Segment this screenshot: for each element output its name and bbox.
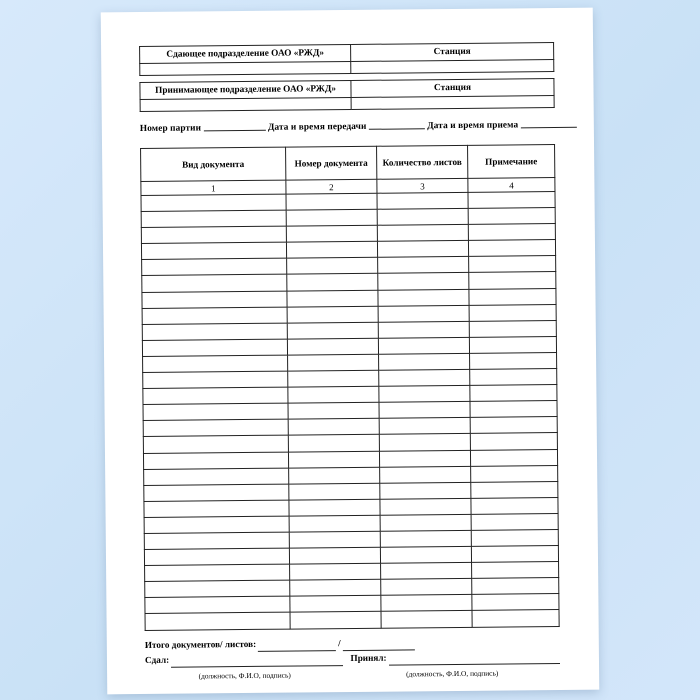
table-cell[interactable] bbox=[378, 305, 469, 322]
table-cell[interactable] bbox=[287, 274, 378, 291]
table-cell[interactable] bbox=[470, 369, 557, 386]
paper-sheet bbox=[101, 8, 600, 695]
table-cell[interactable] bbox=[144, 468, 289, 485]
table-cell[interactable] bbox=[469, 272, 556, 289]
table-cell[interactable] bbox=[378, 257, 469, 274]
table-cell[interactable] bbox=[471, 529, 558, 546]
table-cell[interactable] bbox=[142, 307, 287, 324]
sender-station-label: Станция bbox=[351, 43, 554, 62]
table-cell[interactable] bbox=[380, 514, 471, 531]
total-documents-field[interactable] bbox=[258, 640, 336, 652]
table-cell[interactable] bbox=[142, 339, 287, 356]
table-cell[interactable] bbox=[379, 434, 470, 451]
table-cell[interactable] bbox=[378, 337, 469, 354]
table-cell[interactable] bbox=[377, 225, 468, 242]
table-cell[interactable] bbox=[381, 562, 472, 579]
column-number-3: 3 bbox=[377, 178, 468, 193]
table-cell[interactable] bbox=[143, 452, 288, 469]
table-cell[interactable] bbox=[469, 304, 556, 321]
column-header-doc-type: Вид документа bbox=[141, 147, 286, 181]
table-cell[interactable] bbox=[377, 241, 468, 258]
table-cell[interactable] bbox=[144, 500, 289, 517]
table-cell[interactable] bbox=[381, 579, 472, 596]
table-cell[interactable] bbox=[468, 224, 555, 241]
table-cell[interactable] bbox=[469, 320, 556, 337]
table-cell[interactable] bbox=[141, 242, 286, 259]
table-cell[interactable] bbox=[143, 355, 288, 372]
table-cell[interactable] bbox=[470, 417, 557, 434]
table-cell[interactable] bbox=[144, 484, 289, 501]
table-row bbox=[145, 610, 559, 630]
header-table-sender bbox=[139, 42, 554, 76]
table-cell[interactable] bbox=[286, 225, 377, 242]
table-cell[interactable] bbox=[379, 369, 470, 386]
table-cell[interactable] bbox=[145, 580, 290, 597]
received-signature-field[interactable] bbox=[389, 653, 561, 666]
table-cell[interactable] bbox=[145, 613, 290, 630]
table-cell[interactable] bbox=[143, 419, 288, 436]
party-number-field[interactable] bbox=[203, 121, 265, 132]
table-cell[interactable] bbox=[379, 418, 470, 435]
table-cell[interactable] bbox=[289, 483, 380, 500]
table-cell[interactable] bbox=[289, 499, 380, 516]
table-cell[interactable] bbox=[379, 353, 470, 370]
table-cell[interactable] bbox=[379, 450, 470, 467]
table-cell[interactable] bbox=[381, 595, 472, 612]
table-cell[interactable] bbox=[287, 306, 378, 323]
table-cell[interactable] bbox=[472, 610, 559, 627]
table-cell[interactable] bbox=[380, 546, 471, 563]
table-cell[interactable] bbox=[469, 336, 556, 353]
table-cell[interactable] bbox=[377, 192, 468, 209]
column-number-1: 1 bbox=[141, 180, 286, 195]
table-cell[interactable] bbox=[472, 578, 559, 595]
receiver-station-label: Станция bbox=[351, 79, 554, 98]
total-sheets-field[interactable] bbox=[343, 639, 415, 651]
table-cell[interactable] bbox=[287, 322, 378, 339]
transfer-datetime-field[interactable] bbox=[369, 119, 425, 130]
table-cell[interactable] bbox=[471, 481, 558, 498]
table-cell[interactable] bbox=[142, 258, 287, 275]
table-cell[interactable] bbox=[288, 370, 379, 387]
table-cell[interactable] bbox=[472, 562, 559, 579]
table-cell[interactable] bbox=[470, 352, 557, 369]
table-cell[interactable] bbox=[290, 596, 381, 613]
table-cell[interactable] bbox=[142, 291, 287, 308]
table-cell[interactable] bbox=[377, 208, 468, 225]
table-cell[interactable] bbox=[144, 516, 289, 533]
total-label: Итого документов/ листов: bbox=[144, 638, 257, 650]
table-cell[interactable] bbox=[468, 240, 555, 257]
table-cell[interactable] bbox=[290, 579, 381, 596]
table-cell[interactable] bbox=[470, 385, 557, 402]
table-cell[interactable] bbox=[141, 226, 286, 243]
table-cell[interactable] bbox=[468, 192, 555, 209]
receiver-department-label: Принимающее подразделение ОАО «РЖД» bbox=[140, 80, 351, 99]
table-cell[interactable] bbox=[380, 466, 471, 483]
sender-department-label: Сдающее подразделение ОАО «РЖД» bbox=[140, 44, 351, 63]
handed-caption: (должность, Ф.И.О, подпись) bbox=[198, 670, 291, 680]
table-cell[interactable] bbox=[470, 433, 557, 450]
table-cell[interactable] bbox=[288, 419, 379, 436]
column-header-doc-number: Номер документа bbox=[285, 146, 376, 180]
table-cell[interactable] bbox=[287, 338, 378, 355]
table-cell[interactable] bbox=[143, 403, 288, 420]
table-cell[interactable] bbox=[379, 385, 470, 402]
received-label: Принял: bbox=[350, 652, 387, 663]
table-cell[interactable] bbox=[469, 288, 556, 305]
form-content bbox=[139, 42, 560, 683]
table-cell[interactable] bbox=[289, 515, 380, 532]
table-cell[interactable] bbox=[143, 371, 288, 388]
table-cell[interactable] bbox=[145, 564, 290, 581]
column-header-sheet-count: Количество листов bbox=[377, 145, 468, 179]
table-cell[interactable] bbox=[471, 449, 558, 466]
table-cell[interactable] bbox=[380, 530, 471, 547]
table-cell[interactable] bbox=[471, 497, 558, 514]
table-cell[interactable] bbox=[288, 435, 379, 452]
table-cell[interactable] bbox=[288, 386, 379, 403]
table-body bbox=[141, 192, 559, 630]
table-cell[interactable] bbox=[286, 242, 377, 259]
table-cell[interactable] bbox=[288, 402, 379, 419]
table-cell[interactable] bbox=[379, 402, 470, 419]
table-cell[interactable] bbox=[289, 531, 380, 548]
table-cell[interactable] bbox=[142, 275, 287, 292]
received-caption: (должность, Ф.И.О, подпись) bbox=[406, 668, 499, 679]
receive-datetime-field[interactable] bbox=[521, 118, 577, 129]
table-cell[interactable] bbox=[144, 548, 289, 565]
table-cell[interactable] bbox=[143, 387, 288, 404]
table-cell[interactable] bbox=[471, 465, 558, 482]
transfer-datetime-label: Дата и время передачи bbox=[267, 121, 367, 133]
table-cell[interactable] bbox=[472, 594, 559, 611]
total-separator: / bbox=[338, 637, 341, 648]
table-cell[interactable] bbox=[143, 436, 288, 453]
table-cell[interactable] bbox=[289, 563, 380, 580]
table-cell[interactable] bbox=[141, 210, 286, 227]
table-cell[interactable] bbox=[471, 513, 558, 530]
table-cell[interactable] bbox=[470, 401, 557, 418]
handed-label: Сдал: bbox=[144, 654, 170, 665]
table-cell[interactable] bbox=[290, 612, 381, 629]
table-cell[interactable] bbox=[380, 482, 471, 499]
column-header-note: Примечание bbox=[468, 145, 555, 179]
table-cell[interactable] bbox=[286, 193, 377, 210]
table-cell[interactable] bbox=[287, 354, 378, 371]
party-number-label: Номер партии bbox=[139, 123, 202, 135]
table-cell[interactable] bbox=[380, 498, 471, 515]
column-number-4: 4 bbox=[468, 178, 555, 193]
table-cell[interactable] bbox=[142, 323, 287, 340]
table-cell[interactable] bbox=[288, 451, 379, 468]
column-number-2: 2 bbox=[286, 179, 377, 194]
table-cell[interactable] bbox=[471, 546, 558, 563]
table-cell[interactable] bbox=[289, 547, 380, 564]
handed-signature-field[interactable] bbox=[171, 655, 343, 668]
receive-datetime-label: Дата и время приема bbox=[427, 120, 519, 132]
table-cell[interactable] bbox=[378, 273, 469, 290]
table-cell[interactable] bbox=[286, 258, 377, 275]
table-cell[interactable] bbox=[378, 289, 469, 306]
table-cell[interactable] bbox=[141, 194, 286, 211]
table-cell[interactable] bbox=[287, 290, 378, 307]
signature-captions bbox=[145, 665, 560, 684]
table-cell[interactable] bbox=[378, 321, 469, 338]
table-cell[interactable] bbox=[468, 208, 555, 225]
table-cell[interactable] bbox=[145, 596, 290, 613]
table-cell[interactable] bbox=[469, 256, 556, 273]
table-cell[interactable] bbox=[289, 467, 380, 484]
table-header-row bbox=[141, 145, 555, 182]
table-cell[interactable] bbox=[381, 611, 472, 628]
table-cell[interactable] bbox=[286, 209, 377, 226]
table-cell[interactable] bbox=[144, 532, 289, 549]
documents-table bbox=[140, 144, 560, 630]
header-table-receiver bbox=[139, 78, 554, 112]
form-footer bbox=[145, 634, 560, 684]
